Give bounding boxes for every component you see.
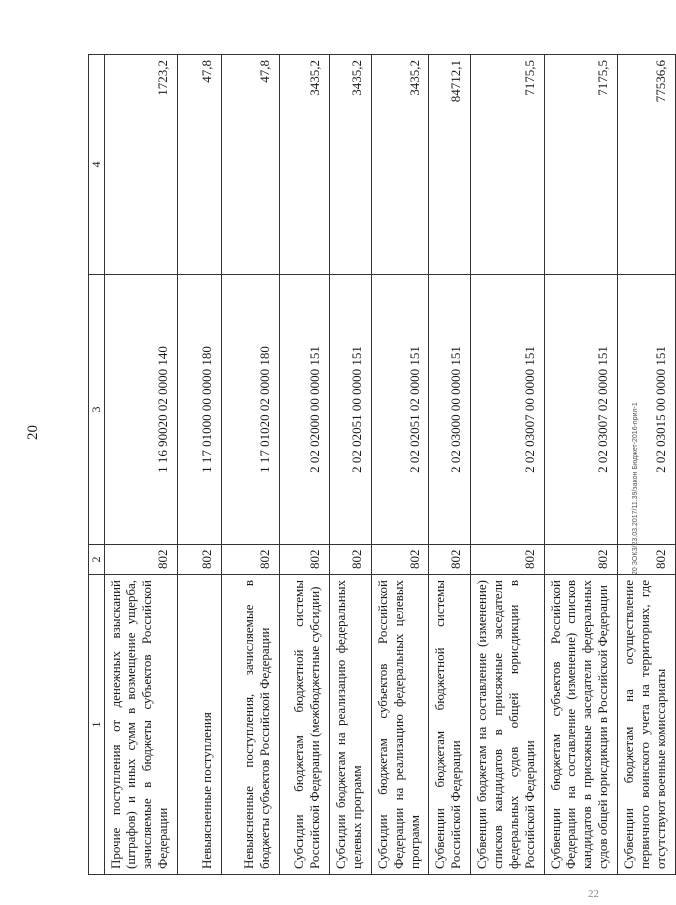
row-amount: 7175,5: [471, 55, 544, 275]
corner-marks: 22: [588, 888, 599, 900]
table-header-row: [89, 55, 105, 875]
row-name: Субсидии бюджетам бюджетной системы Российской Федерации (межбюджетные субсидии): [280, 575, 330, 875]
table-row: [222, 55, 280, 875]
row-amount: 7175,5: [544, 55, 617, 275]
row-name: Субвенции бюджетам на составление (изменение) списков кандидатов в присяжные заседатели федеральных судов общей юрисдикции в Российской Федерации: [471, 575, 544, 875]
table-row: [617, 55, 675, 875]
row-admin-code: 802: [330, 545, 372, 575]
row-name: Субсидии бюджетам субъектов Российской Федерации на реализацию федеральных целевых программ: [371, 575, 429, 875]
row-admin-code: 802: [222, 545, 280, 575]
row-name: Прочие поступления от денежных взысканий (штрафов) и иных сумм в возмещение ущерба, зачисляемые в бюджеты субъектов Российской Федерации: [104, 575, 177, 875]
row-budget-code: 1 17 01000 00 0000 180: [178, 275, 222, 545]
row-admin-code: 802: [544, 545, 617, 575]
row-amount: 1723,2: [104, 55, 177, 275]
row-name: Субсидии бюджетам на реализацию федеральных целевых программ: [330, 575, 372, 875]
header-col-4: 4: [89, 55, 105, 275]
page-number: 20: [25, 425, 41, 440]
table-row: [471, 55, 544, 875]
row-budget-code: 1 17 01020 02 0000 180: [222, 275, 280, 545]
row-budget-code: 2 02 02051 02 0000 151: [371, 275, 429, 545]
row-amount: 3435,2: [280, 55, 330, 275]
row-name: Невыясненные поступления: [178, 575, 222, 875]
row-amount: 3435,2: [330, 55, 372, 275]
row-amount: 47,8: [222, 55, 280, 275]
row-amount: 47,8: [178, 55, 222, 275]
header-col-2: 2: [89, 545, 105, 575]
table-row: [280, 55, 330, 875]
table-row: [104, 55, 177, 875]
row-budget-code: 2 02 03007 02 0000 151: [544, 275, 617, 545]
row-budget-code: 2 02 03015 00 0000 151: [617, 275, 675, 545]
row-budget-code: 2 02 02051 00 0000 151: [330, 275, 372, 545]
row-admin-code: 802: [429, 545, 471, 575]
row-name: Субвенции бюджетам субъектов Российской Федерации на составление (изменение) списков кандидатов в присяжные заседатели федеральных судов общей юрисдикции в Российской Федерации: [544, 575, 617, 875]
row-name: Субвенции бюджетам бюджетной системы Российской Федерации: [429, 575, 471, 875]
row-admin-code: 802: [617, 545, 675, 575]
table-row: [330, 55, 372, 875]
row-admin-code: 802: [280, 545, 330, 575]
row-budget-code: 2 02 02000 00 0000 151: [280, 275, 330, 545]
footer-file-path: 20 ЗОКЗ/23.03.2017/11.39/закон Бюджет-2016-прил-1: [632, 402, 639, 575]
row-budget-code: 1 16 90020 02 0000 140: [104, 275, 177, 545]
table-row: [178, 55, 222, 875]
row-amount: 77536,6: [617, 55, 675, 275]
row-admin-code: 802: [371, 545, 429, 575]
header-col-3: 3: [89, 275, 105, 545]
table-row: [429, 55, 471, 875]
revenue-table: [88, 54, 676, 875]
row-admin-code: 802: [471, 545, 544, 575]
row-amount: 3435,2: [371, 55, 429, 275]
row-name: Субвенции бюджетам на осуществление первичного воинского учета на территориях, где отсутствуют военные комиссариаты: [617, 575, 675, 875]
row-amount: 84712,1: [429, 55, 471, 275]
row-budget-code: 2 02 03007 00 0000 151: [471, 275, 544, 545]
row-budget-code: 2 02 03000 00 0000 151: [429, 275, 471, 545]
table-row: [544, 55, 617, 875]
row-admin-code: 802: [104, 545, 177, 575]
row-name: Невыясненные поступления, зачисляемые в бюджеты субъектов Российской Федерации: [222, 575, 280, 875]
row-admin-code: 802: [178, 545, 222, 575]
table-row: [371, 55, 429, 875]
header-col-1: 1: [89, 575, 105, 875]
